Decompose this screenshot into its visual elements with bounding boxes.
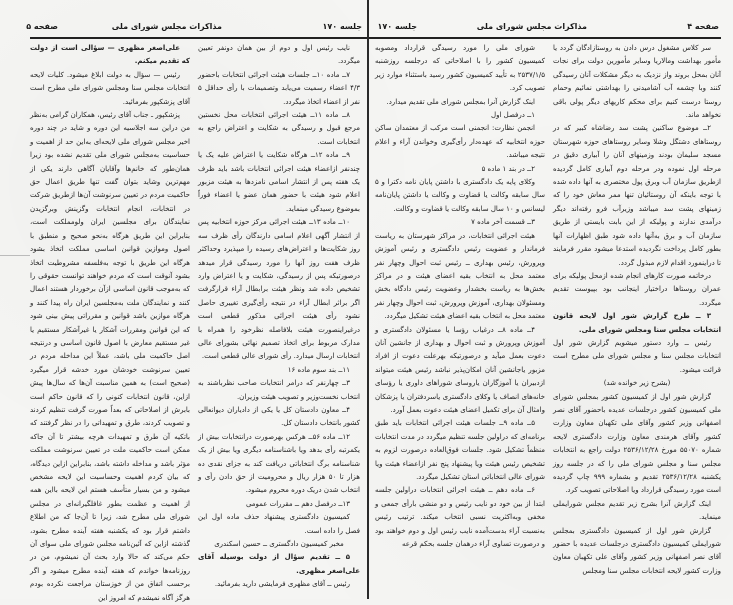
paragraph: ۹ــ ماده ۱۲ــ هرگاه شکایت یا اعتراض علیه یک یا چندنفر ازاعضاء هیئت اجرائی انتخابات باشد باید ظرف یک هفته پس از انتشار اسامی نامزدها به هیئت مزبور اعلام شود هیئت با حضور همان عضو یا اعضاء فوراً بموضوع رسیدگی مینماید. bbox=[198, 151, 360, 213]
scan-artifact-line bbox=[0, 255, 30, 256]
paragraph: ۳ــ چهارنفر که درامر انتخابات صاحب نظرباشند به انتخاب نخست‌وزیر و تصویب هیئت وزیران. bbox=[198, 379, 360, 401]
running-title: مذاکرات مجلس شورای ملی bbox=[476, 22, 587, 31]
paragraph: علی‌اصغر مظهری — سؤالی است از دولت که تقدیم میکنم. bbox=[30, 44, 190, 66]
right-page-right-column bbox=[553, 42, 721, 578]
paragraph: هیئت اجرائی انتخابات، در مراکز شهرستان به ریاست فرماندار و عضویت رئیس دادگستری و رئیس آموزش وپرورش، رئیس بهداری ــ رئیس ثبت احوال وچهار نفر معتمد محل به انتخاب بقیه اعضای هیئت و در مراکز بخش‌ها به ریاست بخشدار وعضویت رئیس دادگاه بخش ومسئولان بهداری، آموزش وپرورش، ثبت احوال وچهار نفر معتمد محل به انتخاب بقیه اعضای هیئت تشکیل میگردد. bbox=[375, 231, 545, 321]
paragraph: ۴ــ ماده ۸ــ درغیاب رؤسا یا مسئولان دادگستری و آموزش وپرورش و ثبت احوال و بهداری از جانشین آنان دعوت بعمل میآید و درصورتیکه بهرعلت دعوت از افراد مزبور یاجانشین آنان امکان‌پذیر نباشد رئیس هیئت میتواند ازدبیران یا آموزگاران یاروسای شوراهای داوری یا رؤسای خانه‌های انصاف یا وکلای دادگستری یاسردفتران یا پزشکان وامثال آن برای تکمیل اعضای هیئت دعوت بعمل آورد. bbox=[375, 325, 545, 414]
paragraph: ۱۱ــ بند سوم ماده ۱۶ bbox=[287, 365, 350, 374]
paragraph: شورای ملی را مورد رسیدگی قرارداد ومصوبه کمیسیون کشور را با اصلاحاتی که درجلسه روزشنبه ۲۵۳۷/۱/۵ به تأیید کمیسیون کشور رسید باستثناء موارد زیر تصویب کرد. bbox=[375, 44, 545, 93]
paragraph: مخبر کمیسیون دادگستری ــ حسین اسکندری bbox=[214, 540, 344, 549]
paragraph: پزشکپور ـ جناب آقای رئیس، همکاران گرامی به‌نظر من دراین سه اجلاسیه این دوره و شاید در چند دوره اخیر مجلس شورای ملی لایحه‌ای به‌این حد از اهمیت و حساسیت به‌مجلس شورای ملی تقدیم نشده بود زیرا همان‌طور که خانم‌ها وآقایان آگاهی دارند یکی از مهم‌ترین وشاید بتوان گفت تنها طریق اعمال حق حاکمیت مردم در تعیین سرنوشت آن‌ها ازطریق شرکت در انتخابات، انجام انتخابات وگزینش وبرگزیدن نمایندگان برای مجلسین ایران ولومملکت است، بنابراین این طریق هرگاه به‌نحو صحیح و منطبق با اصول وموازین قوانین اساسی مملکت اتخاذ بشود هرگاه این طریق با توجه به‌فلسفه مشروطیت اتخاذ بشود آنوقت است که مردم خواهند توانست حقوقی را که به‌موجب قانون اساسی ازآن برخوردار هستند اعمال کنند و نمایندگان ملت به‌مجلسین ایران راه پیدا کنند و هرگاه موازین باشد قوانین و مقرراتی پیش بینی شود که این قوانین ومقررات آشکار یا غیرآشکار مستقیم یا غیر مستقیم معارض با اصول قانون اساسی و درنتیجه اصل حاکمیت ملی باشد، عملاً این مداخله مردم در تعیین سرنوشت خودشان مورد خدشه قرار میگیرد (صحیح است) به همین مناسبت آن‌ها که سال‌ها پیش ازاین، قانون انتخابات کنونی را که قانون حاکم است بابرش از اصلاحاتی که بعداً صورت گرفت تنظیم کردند و تصویب کردند، طرق و تمهیداتی را در نظر گرفتند که باتکیه آن طرق و تمهیدات هرچه بیشتر تا آن جاکه ممکن است حاکمیت ملت در تعیین سرنوشت مملکت مؤثر باشد و مداخله داشته باشد، بنابراین ازاین دیدگاه، که بیان کردم اهمیت وحساسیت این لایحه مشخص میشود و من بسیار متأسف هستم این لایحه بااین همه از اهمیت و عظمت بطور غافلگیرانه‌ای در مجلس شورای ملی مطرح شد، زیرا تا آن‌جا که من اطلاع داشتم قرار بود که یکشنبه هفته آینده مطرح بشود، گذشته ازاین که آئین‌نامه مجلس شورای ملی سوای آن حکم می‌کند که حالا وارد بحث آن نمیشوم، من در روزنامه‌ها خواندم که هفته آینده مطرح میشود و اگر برحسب اتفاق من از خوزستان مراجعت نکرده بودم هرگز آگاه نمیشدم که امروز این bbox=[30, 111, 190, 602]
paragraph: رئیس ــ وارد دستور میشویم گزارش شور اول انتخابات مجلس سنا و مجلس شورای ملی مطرح است قرائت میشود. bbox=[553, 338, 721, 374]
paragraph: ۳ــ قسمت آخر ماده ۷ bbox=[471, 218, 535, 227]
paragraph: ۸ــ ماده ۱۱ــ هیئت اجرائی انتخابات محل نخستین مرجع قبول و رسیدگی به شکایت و اعتراض راجع به انتخابات است. bbox=[198, 111, 360, 146]
session-number: جلسه ۱۷۰ bbox=[377, 22, 417, 31]
header-rule bbox=[30, 37, 368, 39]
paragraph: ۱ــ درفصل اول bbox=[491, 111, 535, 120]
left-page-header bbox=[0, 22, 368, 36]
session-number: جلسه ۱۷۰ bbox=[322, 22, 362, 31]
paragraph: ۱۲ــ ماده ۵۶ــ هرکس بهرصورت درانتخابات بیش از یکمرتبه رأی بدهد ویا باشناسنامه دیگری ویا بیش از یک شناسنامه برگ انتخاباتی دریافت کند به جزای نقدی ده هزار تا ۵۰ هزار ریال و محرومیت از حق دادن رأی و انتخاب شدن دریک دوره محروم میشود. bbox=[198, 432, 360, 495]
running-title: مذاکرات مجلس شورای ملی bbox=[111, 22, 222, 31]
paragraph: ۲ــ موضوع ساکنین پشت سد رضاشاه کبیر که در روستاهای دشتگل وشلا وسایر روستاهای حوزه شهرستان مسجد سلیمان بودند وزمینهای آنان را آبیاری دقیق در مرحله اول نموده ودر مرحله دوم آبیاری کامل گردیده ازطریق سازمان آب وبرق پول مختصری به آنها داده شده با توجه باینکه آن روستائیان تنها ممر معاش خود را که زمینهای پشت سد میباشد وزیرآب فرو رفته‌اند دیگر درآمدی ندارند و پولیکه از این بابت بایستی از طریق سازمان آب و برق به‌آنها داده شود طبق اظهارات آنها بطور کامل پرداخت نگردیده استدعا میشود مقرر فرمایند تا دراینمورد اقدام لازم مبذول گردد. bbox=[553, 124, 721, 267]
paragraph: ۱۰ــ ماده ۱۳ــ هیئت اجرائی مرکز حوزه انتخابیه پس از انتشار آگهی اعلام اسامی دارندگان رأی ظرف سه روز شکایت‌ها و اعتراض‌های رسیده را میپذیرد وحداکثر ظرف هفت روز آنها را مورد رسیدگی قرار میدهد درصورتیکه پس از رسیدگی، شکایت و یا اعتراض وارد تشخیص داده شد ونظر هیئت برابطال آراء قرارگرفت اگر براثر ابطال آراء در نتیجه رأی‌گیری تغییری حاصل نشود رأی هیئت اجرائی مذکور قطعی است درغیراینصورت هیئت بلافاصله نظرخود را همراه با مدارک مربوط برای اتخاذ تصمیم نهائی بشورای عالی انتخابات ارسال میدارد. رأی شورای عالی قطعی است. bbox=[198, 218, 360, 361]
paragraph: ۴ــ معاون دادستان کل یا یکی از دادیاران دیوانعالی کشور بانتخاب دادستان کل. bbox=[198, 405, 360, 428]
paragraph: ۵ــ ماده ۹ــ جلسات هیئت اجرائی انتخابات باید طبق برنامه‌ای که دراولین جلسه تنظیم میگردد در مدت انتخابات منظماً تشکیل شود. جلسات فوق‌العاده درصورت لزوم به تشخیص رئیس هیئت ویا پیشنهاد پنج نفر ازاعضاء هیئت ویا شورای عالی انتخاباتی استان تشکیل میگردد. bbox=[375, 419, 545, 481]
page-number: صفحه ۴ bbox=[687, 22, 719, 31]
left-page bbox=[0, 0, 368, 602]
left-page-right-column bbox=[30, 42, 190, 605]
paragraph: ۵ ــ تقدیم سؤال از دولت بوسیله آقای علی‌اصغر مظهری. bbox=[198, 553, 360, 575]
paragraph: ۷ــ ماده ۱۰ــ جلسات هیئت اجرائی انتخابات باحضور ۴/۳ اعضاء رسمیت می‌یابد وتصمیمات با رأی حداقل ۵ نفر از اعضاء اتخاذ میگردد. bbox=[198, 70, 360, 106]
right-page-header bbox=[369, 22, 733, 36]
paragraph: اینک گزارش آنرا بشرح زیر تقدیم مجلس شورایملی مینماید. bbox=[553, 499, 721, 522]
header-rule bbox=[369, 37, 721, 39]
right-page bbox=[369, 0, 733, 599]
paragraph: سر کلاس مشغول درس دادن به روستازادگان گردد یا مأمور بهداشت ومالاریا وسایر مأمورین دولت برای نجات آنان بمحل بروند واز نزدیک به دیگر مشکلات آنان رسیدگی کنند وبا چشمه آب آشامیدنی را بهداشتی نمائیم وحمام روستا درست کنیم برای محکم کاریهای دیگر پولی باقی نخواهد ماند. bbox=[553, 44, 721, 120]
paragraph: گزارش شور اول از کمیسیون کشور بمجلس شورای ملی کمیسیون کشور درجلسات عدیده باحضور آقای نصر اصفهانی وزیر کشور وآقای ملی تکهبان معاون وزارت کشور وآقای هرمندی معاون وزارت دادگستری لایحه شماره ۵۵۰۷۰ مورخ ۲۵۳۶/۱۲/۲۸ دولت راجع به انتخابات مجلس سنا و مجلس شورای ملی را که در جلسه روز یکشنبه ۲۵۳۶/۱۲/۲۸ تقدیم و بشماره ۹۹۹ چاپ گردیده است مورد رسیدگی قرارداد ویا اصلاحاتی تصویب کرد. bbox=[553, 392, 722, 495]
paragraph: اینک گزارش آنرا بمجلس شورای ملی تقدیم میدارد. bbox=[386, 97, 535, 106]
paragraph: ۶ــ ماده دهم ــ هیئت اجرائی انتخابات دراولین جلسه ابتدا از بین خود دو نایب رئیس و دو منشی بارأی جمعی و مخفی وبه‌اکثریت نسبی انتخاب میکند. ترتیب رئیس به‌نسبت آراء بدست‌آمده نایب رئیس اول و دوم خواهند بود و درصورت تساوی آراء درهمان جلسه بحکم قرعه bbox=[375, 486, 545, 549]
paragraph: کمیسیون دادگستری پیشنهاد حذف ماده اول این فصل را داده است. bbox=[198, 513, 360, 535]
right-page-left-column bbox=[375, 42, 545, 551]
paragraph: درخاتمه صورت کارهای انجام شده ازمحل پولیکه برای عمران روستاها دراختیار اینجانب بود بپیوست تقدیم میگردد. bbox=[553, 271, 721, 307]
paragraph: رئیس — سؤال به دولت ابلاغ میشود. کلیات لایحه انتخابات مجلس سنا ومجلس شورای ملی مطرح است آقای پزشکپور بفرمائید. bbox=[30, 70, 190, 106]
paragraph: ۲ــ در بند ۱ ماده ۵ bbox=[481, 164, 535, 173]
paragraph: ۳ ــ طرح گزارش شور اول لایحه قانون انتخابات مجلس سنا ومجلس شورای ملی. bbox=[553, 312, 721, 334]
paragraph: (بشرح زیر خوانده شد) bbox=[603, 379, 671, 388]
paragraph: انجمن نظارت: انجمنی است مرکب از معتمدان ساکن حوزه انتخابیه که عهده‌دار رأی‌گیری وخواندن آراء و اعلام نتیجه میباشد. bbox=[375, 124, 545, 160]
page-number: صفحه ۵ bbox=[26, 22, 58, 31]
paragraph: ۱۳ــ درفصل دهم ــ مقررات عمومی bbox=[245, 499, 350, 508]
left-page-left-column bbox=[198, 42, 360, 592]
paragraph: رئیس ــ آقای مظهری فرمایشی دارید بفرمائید. bbox=[214, 580, 350, 589]
paragraph: گزارش شور اول از کمیسیون دادگستری بمجلس شورایملی کمیسیون دادگستری درجلسات عدیده با حضور آقای نصر اصفهانی وزیر کشور وآقای علی تکهبان معاون وزارت کشور لایحه انتخابات مجلس سنا ومجلس bbox=[553, 526, 721, 575]
paragraph: وکلای پایه یک دادگستری با داشتن پایان نامه دکترا و ۵ سال سابقه وکالت یا قضاوت و وکالت یا داشتن پایان‌نامه لیسانس و ۱۰ سال سابقه وکالت یا قضاوت و وکالت. bbox=[375, 178, 545, 213]
paragraph: نایب رئیس اول و دوم از بین همان دونفر تعیین میگردد. bbox=[198, 44, 360, 66]
